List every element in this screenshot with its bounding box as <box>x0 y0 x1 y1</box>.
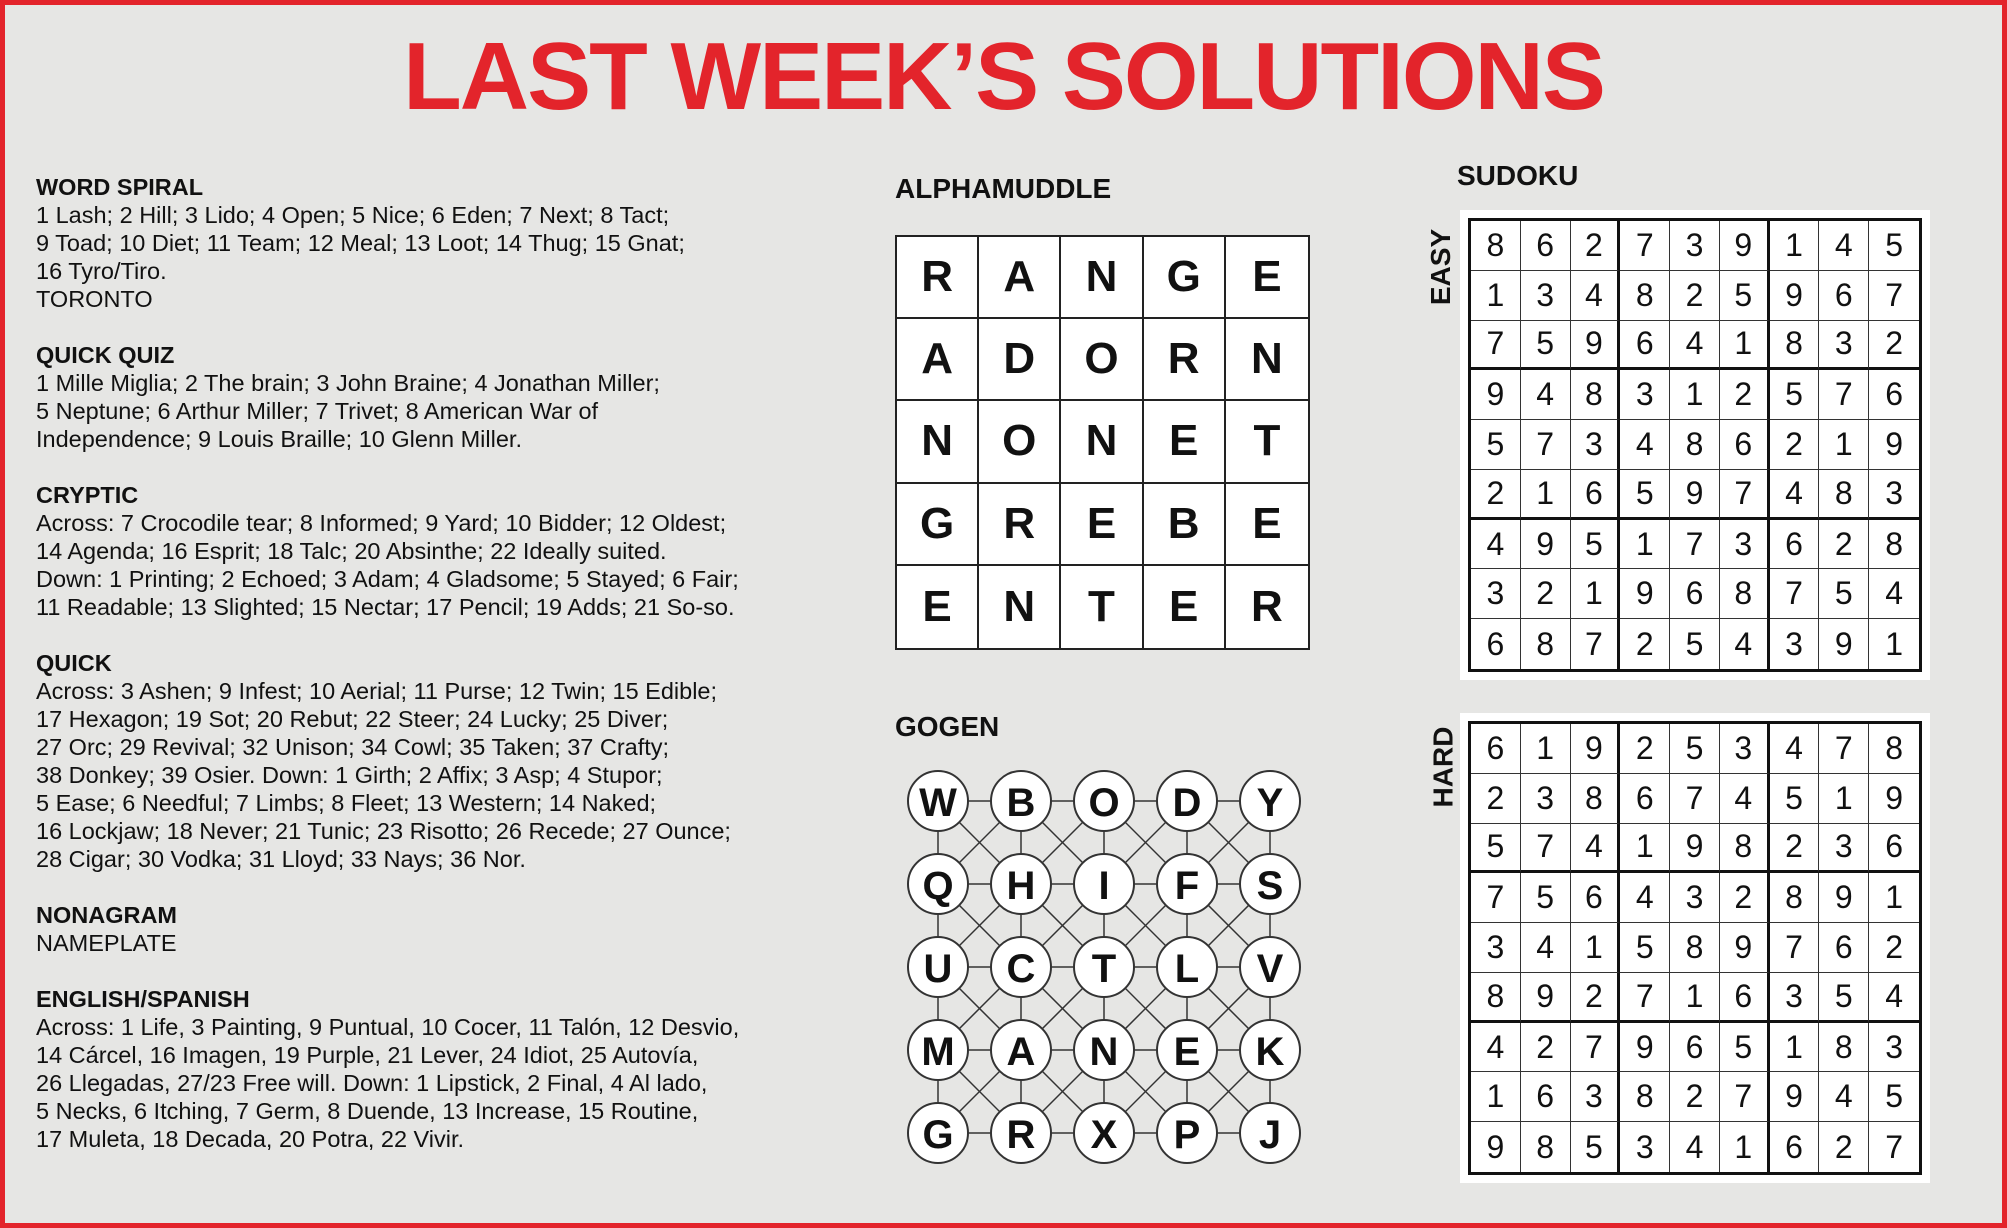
answer-section <box>36 173 826 313</box>
sudoku-cell: 5 <box>1471 824 1521 874</box>
sudoku-cell: 7 <box>1620 973 1670 1023</box>
sudoku-cell: 1 <box>1869 873 1919 923</box>
sudoku-cell: 2 <box>1521 569 1571 619</box>
section-line: 9 Toad; 10 Diet; 11 Team; 12 Meal; 13 Loot; 14 Thug; 15 Gnat; <box>36 230 685 256</box>
alphamuddle-cell: O <box>979 401 1061 483</box>
section-line: Independence; 9 Louis Braille; 10 Glenn Miller. <box>36 426 522 452</box>
answer-section <box>36 985 826 1153</box>
page-title: LAST WEEK’S SOLUTIONS <box>403 23 1604 130</box>
section-line: 5 Ease; 6 Needful; 7 Limbs; 8 Fleet; 13 Western; 14 Naked; <box>36 790 657 816</box>
sudoku-cell: 9 <box>1819 873 1869 923</box>
section-line: 5 Necks, 6 Itching, 7 Germ, 8 Duende, 13 Increase, 15 Routine, <box>36 1098 699 1124</box>
sudoku-cell: 5 <box>1819 973 1869 1023</box>
sudoku-cell: 7 <box>1471 321 1521 371</box>
sudoku-cell: 7 <box>1770 923 1820 973</box>
sudoku-cell: 4 <box>1770 724 1820 774</box>
sudoku-cell: 7 <box>1720 1072 1770 1122</box>
sudoku-cell: 6 <box>1620 774 1670 824</box>
sudoku-cell: 3 <box>1521 271 1571 321</box>
sudoku-cell: 1 <box>1720 321 1770 371</box>
section-title: WORD SPIRAL <box>36 174 204 200</box>
gogen-letter: X <box>1090 1113 1118 1157</box>
answer-section <box>36 481 826 621</box>
sudoku-cell: 1 <box>1670 973 1720 1023</box>
sudoku-cell: 8 <box>1571 370 1621 420</box>
sudoku-cell: 7 <box>1720 470 1770 520</box>
sudoku-cell: 1 <box>1571 569 1621 619</box>
gogen-letter: R <box>1006 1113 1036 1157</box>
sudoku-cell: 1 <box>1471 271 1521 321</box>
sudoku-cell: 5 <box>1670 724 1720 774</box>
sudoku-cell: 5 <box>1521 873 1571 923</box>
sudoku-cell: 8 <box>1869 724 1919 774</box>
section-line: 26 Llegadas, 27/23 Free will. Down: 1 Lipstick, 2 Final, 4 Al lado, <box>36 1070 708 1096</box>
gogen-letter: A <box>1006 1030 1036 1074</box>
sudoku-cell: 2 <box>1571 221 1621 271</box>
sudoku-cell: 1 <box>1770 1023 1820 1073</box>
sudoku-cell: 8 <box>1770 321 1820 371</box>
sudoku-cell: 1 <box>1571 923 1621 973</box>
sudoku-cell: 8 <box>1720 569 1770 619</box>
alphamuddle-grid <box>895 235 1310 650</box>
sudoku-cell: 8 <box>1521 619 1571 669</box>
alphamuddle-cell: O <box>1061 319 1143 401</box>
sudoku-cell: 1 <box>1620 520 1670 570</box>
sudoku-cell: 5 <box>1620 923 1670 973</box>
sudoku-cell: 8 <box>1869 520 1919 570</box>
gogen-letter: P <box>1173 1113 1201 1157</box>
sudoku-cell: 2 <box>1819 520 1869 570</box>
sudoku-cell: 4 <box>1670 1122 1720 1172</box>
alphamuddle-cell: B <box>1144 484 1226 566</box>
gogen-letter: G <box>922 1113 954 1157</box>
gogen-letter: I <box>1098 864 1110 908</box>
sudoku-heading: SUDOKU <box>1457 160 1579 191</box>
sudoku-cell: 1 <box>1770 221 1820 271</box>
sudoku-cell: 7 <box>1471 873 1521 923</box>
sudoku-cell: 7 <box>1571 1023 1621 1073</box>
gogen-letter: L <box>1174 947 1200 991</box>
sudoku-cell: 6 <box>1521 221 1571 271</box>
gogen-letter: Q <box>922 864 954 908</box>
gogen-letter: W <box>919 781 957 825</box>
sudoku-cell: 6 <box>1819 923 1869 973</box>
sudoku-cell: 4 <box>1571 824 1621 874</box>
alphamuddle-cell: N <box>1061 401 1143 483</box>
sudoku-cell: 3 <box>1670 873 1720 923</box>
sudoku-cell: 7 <box>1521 824 1571 874</box>
sudoku-cell: 3 <box>1819 824 1869 874</box>
gogen-letter: C <box>1006 947 1036 991</box>
answer-section <box>36 901 826 957</box>
sudoku-cell: 7 <box>1620 221 1670 271</box>
sudoku-cell: 9 <box>1770 1072 1820 1122</box>
alphamuddle-cell: N <box>1226 319 1308 401</box>
sudoku-cell: 6 <box>1471 619 1521 669</box>
sudoku-cell: 7 <box>1670 520 1720 570</box>
sudoku-cell: 9 <box>1571 724 1621 774</box>
gogen-letter: V <box>1256 947 1284 991</box>
sudoku-cell: 8 <box>1471 973 1521 1023</box>
section-line: 1 Lash; 2 Hill; 3 Lido; 4 Open; 5 Nice; 6 Eden; 7 Next; 8 Tact; <box>36 202 670 228</box>
sudoku-cell: 2 <box>1670 1072 1720 1122</box>
sudoku-easy-label: EASY <box>1425 228 1457 306</box>
gogen-letter: D <box>1172 781 1202 825</box>
section-line: 28 Cigar; 30 Vodka; 31 Lloyd; 33 Nays; 36 Nor. <box>36 846 526 872</box>
sudoku-cell: 1 <box>1670 370 1720 420</box>
sudoku-cell: 6 <box>1571 470 1621 520</box>
sudoku-cell: 5 <box>1819 569 1869 619</box>
section-title: NONAGRAM <box>36 902 177 928</box>
alphamuddle-cell: N <box>897 401 979 483</box>
alphamuddle-cell: A <box>897 319 979 401</box>
alphamuddle-cell: R <box>1251 581 1283 631</box>
sudoku-cell: 2 <box>1620 619 1670 669</box>
sudoku-cell: 9 <box>1670 824 1720 874</box>
sudoku-cell: 1 <box>1720 1122 1770 1172</box>
sudoku-cell: 5 <box>1620 470 1670 520</box>
sudoku-cell: 8 <box>1770 873 1820 923</box>
sudoku-cell: 4 <box>1819 1072 1869 1122</box>
alphamuddle-cell: N <box>1061 237 1143 319</box>
alphamuddle-cell: D <box>979 319 1061 401</box>
alphamuddle-cell: T <box>1226 401 1308 483</box>
sudoku-hard-grid <box>1468 721 1922 1175</box>
sudoku-cell: 7 <box>1521 420 1571 470</box>
section-line: TORONTO <box>36 286 153 312</box>
section-line: 11 Readable; 13 Slighted; 15 Nectar; 17 Pencil; 19 Adds; 21 So-so. <box>36 594 735 620</box>
sudoku-cell: 5 <box>1720 271 1770 321</box>
section-line: 1 Mille Miglia; 2 The brain; 3 John Braine; 4 Jonathan Miller; <box>36 370 660 396</box>
sudoku-cell: 5 <box>1571 520 1621 570</box>
sudoku-hard-label: HARD <box>1427 726 1459 808</box>
sudoku-cell: 6 <box>1620 321 1670 371</box>
section-line: 5 Neptune; 6 Arthur Miller; 7 Trivet; 8 American War of <box>36 398 599 424</box>
sudoku-cell: 4 <box>1720 619 1770 669</box>
alphamuddle-cell: A <box>979 237 1061 319</box>
alphamuddle-cell: G <box>897 484 979 566</box>
sudoku-cell: 3 <box>1620 1122 1670 1172</box>
sudoku-cell: 7 <box>1869 271 1919 321</box>
sudoku-cell: 9 <box>1869 774 1919 824</box>
sudoku-cell: 2 <box>1471 774 1521 824</box>
gogen-letter: B <box>1006 781 1036 825</box>
section-line: Across: 1 Life, 3 Painting, 9 Puntual, 10 Cocer, 11 Talón, 12 Desvio, <box>36 1014 740 1040</box>
sudoku-cell: 3 <box>1720 520 1770 570</box>
sudoku-easy-panel <box>1460 210 1930 680</box>
sudoku-cell: 9 <box>1770 271 1820 321</box>
sudoku-cell: 1 <box>1521 724 1571 774</box>
alphamuddle-cell: E <box>1226 237 1308 319</box>
sudoku-cell: 7 <box>1670 774 1720 824</box>
alphamuddle-cell: R <box>1144 319 1226 401</box>
sudoku-cell: 2 <box>1720 370 1770 420</box>
alphamuddle-heading: ALPHAMUDDLE <box>895 173 1112 204</box>
sudoku-cell: 5 <box>1869 1072 1919 1122</box>
sudoku-cell: 5 <box>1521 321 1571 371</box>
sudoku-cell: 4 <box>1869 973 1919 1023</box>
gogen-letter: Y <box>1256 781 1284 825</box>
sudoku-cell: 9 <box>1819 619 1869 669</box>
sudoku-cell: 4 <box>1620 420 1670 470</box>
sudoku-cell: 9 <box>1720 221 1770 271</box>
sudoku-cell: 6 <box>1869 370 1919 420</box>
sudoku-cell: 4 <box>1521 370 1571 420</box>
sudoku-cell: 3 <box>1620 370 1670 420</box>
sudoku-cell: 8 <box>1819 470 1869 520</box>
section-line: 14 Cárcel, 16 Imagen, 19 Purple, 21 Lever, 24 Idiot, 25 Autovía, <box>36 1042 699 1068</box>
sudoku-cell: 2 <box>1869 321 1919 371</box>
alphamuddle-cell: E <box>1144 401 1226 483</box>
sudoku-cell: 8 <box>1521 1122 1571 1172</box>
sudoku-cell: 1 <box>1819 420 1869 470</box>
alphamuddle-cell: R <box>979 484 1061 566</box>
alphamuddle-cell: E <box>897 566 979 648</box>
sudoku-cell: 9 <box>1471 370 1521 420</box>
sudoku-cell: 2 <box>1571 973 1621 1023</box>
section-line: NAMEPLATE <box>36 930 177 956</box>
sudoku-cell: 9 <box>1521 973 1571 1023</box>
sudoku-cell: 6 <box>1571 873 1621 923</box>
sudoku-cell: 6 <box>1720 973 1770 1023</box>
sudoku-cell: 6 <box>1819 271 1869 321</box>
section-line: 16 Tyro/Tiro. <box>36 258 167 284</box>
section-line: Across: 3 Ashen; 9 Infest; 10 Aerial; 11 Purse; 12 Twin; 15 Edible; <box>36 678 718 704</box>
sudoku-cell: 8 <box>1819 1023 1869 1073</box>
sudoku-cell: 2 <box>1770 420 1820 470</box>
sudoku-cell: 4 <box>1720 774 1770 824</box>
sudoku-cell: 8 <box>1471 221 1521 271</box>
sudoku-cell: 9 <box>1620 1023 1670 1073</box>
sudoku-cell: 8 <box>1670 420 1720 470</box>
sudoku-cell: 2 <box>1770 824 1820 874</box>
answer-section <box>36 341 826 453</box>
section-title: ENGLISH/SPANISH <box>36 986 250 1012</box>
sudoku-cell: 5 <box>1571 1122 1621 1172</box>
sudoku-cell: 1 <box>1819 774 1869 824</box>
alphamuddle-cell: N <box>979 566 1061 648</box>
sudoku-cell: 9 <box>1670 470 1720 520</box>
sudoku-cell: 8 <box>1620 271 1670 321</box>
sudoku-cell: 6 <box>1869 824 1919 874</box>
sudoku-cell: 6 <box>1670 569 1720 619</box>
sudoku-cell: 7 <box>1770 569 1820 619</box>
sudoku-cell: 2 <box>1720 873 1770 923</box>
sudoku-cell: 8 <box>1571 774 1621 824</box>
sudoku-cell: 1 <box>1620 824 1670 874</box>
section-line: Down: 1 Printing; 2 Echoed; 3 Adam; 4 Gladsome; 5 Stayed; 6 Fair; <box>36 566 739 592</box>
sudoku-cell: 9 <box>1571 321 1621 371</box>
sudoku-cell: 4 <box>1471 1023 1521 1073</box>
gogen-letter: T <box>1091 947 1117 991</box>
sudoku-cell: 5 <box>1770 370 1820 420</box>
sudoku-cell: 3 <box>1670 221 1720 271</box>
sudoku-cell: 1 <box>1885 625 1903 662</box>
alphamuddle-cell: T <box>1061 566 1143 648</box>
sudoku-cell: 2 <box>1620 724 1670 774</box>
section-line: 17 Muleta, 18 Decada, 20 Potra, 22 Vivir. <box>36 1126 465 1152</box>
section-line: Across: 7 Crocodile tear; 8 Informed; 9 Yard; 10 Bidder; 12 Oldest; <box>36 510 727 536</box>
sudoku-cell: 3 <box>1521 774 1571 824</box>
sudoku-cell: 6 <box>1770 520 1820 570</box>
sudoku-cell: 2 <box>1471 470 1521 520</box>
sudoku-cell: 6 <box>1521 1072 1571 1122</box>
sudoku-cell: 4 <box>1670 321 1720 371</box>
sudoku-cell: 3 <box>1869 1023 1919 1073</box>
gogen-letter: S <box>1256 864 1284 908</box>
sudoku-cell: 9 <box>1720 923 1770 973</box>
sudoku-cell: 5 <box>1869 221 1919 271</box>
sudoku-cell: 8 <box>1670 923 1720 973</box>
sudoku-cell: 6 <box>1720 420 1770 470</box>
sudoku-cell: 3 <box>1869 470 1919 520</box>
sudoku-cell: 5 <box>1720 1023 1770 1073</box>
sudoku-cell: 7 <box>1571 619 1621 669</box>
sudoku-cell: 1 <box>1471 1072 1521 1122</box>
section-line: 27 Orc; 29 Revival; 32 Unison; 34 Cowl; 35 Taken; 37 Crafty; <box>36 734 670 760</box>
gogen-heading: GOGEN <box>895 711 1000 742</box>
section-title: QUICK <box>36 650 112 676</box>
sudoku-cell: 7 <box>1885 1128 1903 1165</box>
sudoku-cell: 2 <box>1670 271 1720 321</box>
alphamuddle-cell: E <box>1061 484 1143 566</box>
sudoku-easy-grid <box>1468 218 1922 672</box>
sudoku-cell: 6 <box>1471 724 1521 774</box>
sudoku-cell: 5 <box>1670 619 1720 669</box>
sudoku-cell: 2 <box>1819 1122 1869 1172</box>
sudoku-cell: 7 <box>1819 370 1869 420</box>
section-line: 17 Hexagon; 19 Sot; 20 Rebut; 22 Steer; 24 Lucky; 25 Diver; <box>36 706 669 732</box>
sudoku-cell: 2 <box>1521 1023 1571 1073</box>
alphamuddle-cell: E <box>1144 566 1226 648</box>
sudoku-cell: 3 <box>1770 973 1820 1023</box>
sudoku-cell: 4 <box>1819 221 1869 271</box>
sudoku-cell: 9 <box>1471 1122 1521 1172</box>
alphamuddle-cell: E <box>1226 484 1308 566</box>
sudoku-cell: 7 <box>1819 724 1869 774</box>
sudoku-cell: 3 <box>1571 420 1621 470</box>
sudoku-cell: 3 <box>1571 1072 1621 1122</box>
section-line: 38 Donkey; 39 Osier. Down: 1 Girth; 2 Affix; 3 Asp; 4 Stupor; <box>36 762 663 788</box>
sudoku-cell: 8 <box>1620 1072 1670 1122</box>
gogen-grid <box>898 761 1318 1181</box>
sudoku-cell: 2 <box>1869 923 1919 973</box>
sudoku-cell: 4 <box>1620 873 1670 923</box>
sudoku-cell: 3 <box>1471 923 1521 973</box>
gogen-letter: F <box>1174 864 1200 908</box>
gogen-letter: K <box>1255 1030 1285 1074</box>
sudoku-cell: 3 <box>1720 724 1770 774</box>
gogen-letter: J <box>1258 1113 1282 1157</box>
sudoku-cell: 4 <box>1521 923 1571 973</box>
gogen-letter: M <box>921 1030 955 1074</box>
gogen-letter: O <box>1088 781 1120 825</box>
gogen-letter: U <box>923 947 953 991</box>
sudoku-cell: 4 <box>1571 271 1621 321</box>
sudoku-cell: 3 <box>1819 321 1869 371</box>
gogen-letter: E <box>1173 1030 1201 1074</box>
section-line: 14 Agenda; 16 Esprit; 18 Talc; 20 Absinthe; 22 Ideally suited. <box>36 538 667 564</box>
sudoku-cell: 9 <box>1521 520 1571 570</box>
sudoku-cell: 6 <box>1770 1122 1820 1172</box>
sudoku-hard-panel <box>1460 713 1930 1183</box>
section-title: QUICK QUIZ <box>36 342 175 368</box>
gogen-letter: N <box>1089 1030 1119 1074</box>
alphamuddle-cell: G <box>1144 237 1226 319</box>
sudoku-cell: 4 <box>1770 470 1820 520</box>
sudoku-cell: 4 <box>1471 520 1521 570</box>
gogen-letter: H <box>1006 864 1036 908</box>
section-line: 16 Lockjaw; 18 Never; 21 Tunic; 23 Risotto; 26 Recede; 27 Ounce; <box>36 818 731 844</box>
sudoku-cell: 5 <box>1471 420 1521 470</box>
alphamuddle-cell: R <box>897 237 979 319</box>
answers-column <box>36 173 826 1181</box>
sudoku-cell: 9 <box>1620 569 1670 619</box>
section-title: CRYPTIC <box>36 482 139 508</box>
sudoku-cell: 4 <box>1869 569 1919 619</box>
sudoku-cell: 1 <box>1521 470 1571 520</box>
sudoku-cell: 9 <box>1869 420 1919 470</box>
sudoku-cell: 6 <box>1670 1023 1720 1073</box>
sudoku-cell: 5 <box>1770 774 1820 824</box>
sudoku-cell: 3 <box>1471 569 1521 619</box>
sudoku-cell: 3 <box>1770 619 1820 669</box>
answer-section <box>36 649 826 873</box>
sudoku-cell: 8 <box>1720 824 1770 874</box>
